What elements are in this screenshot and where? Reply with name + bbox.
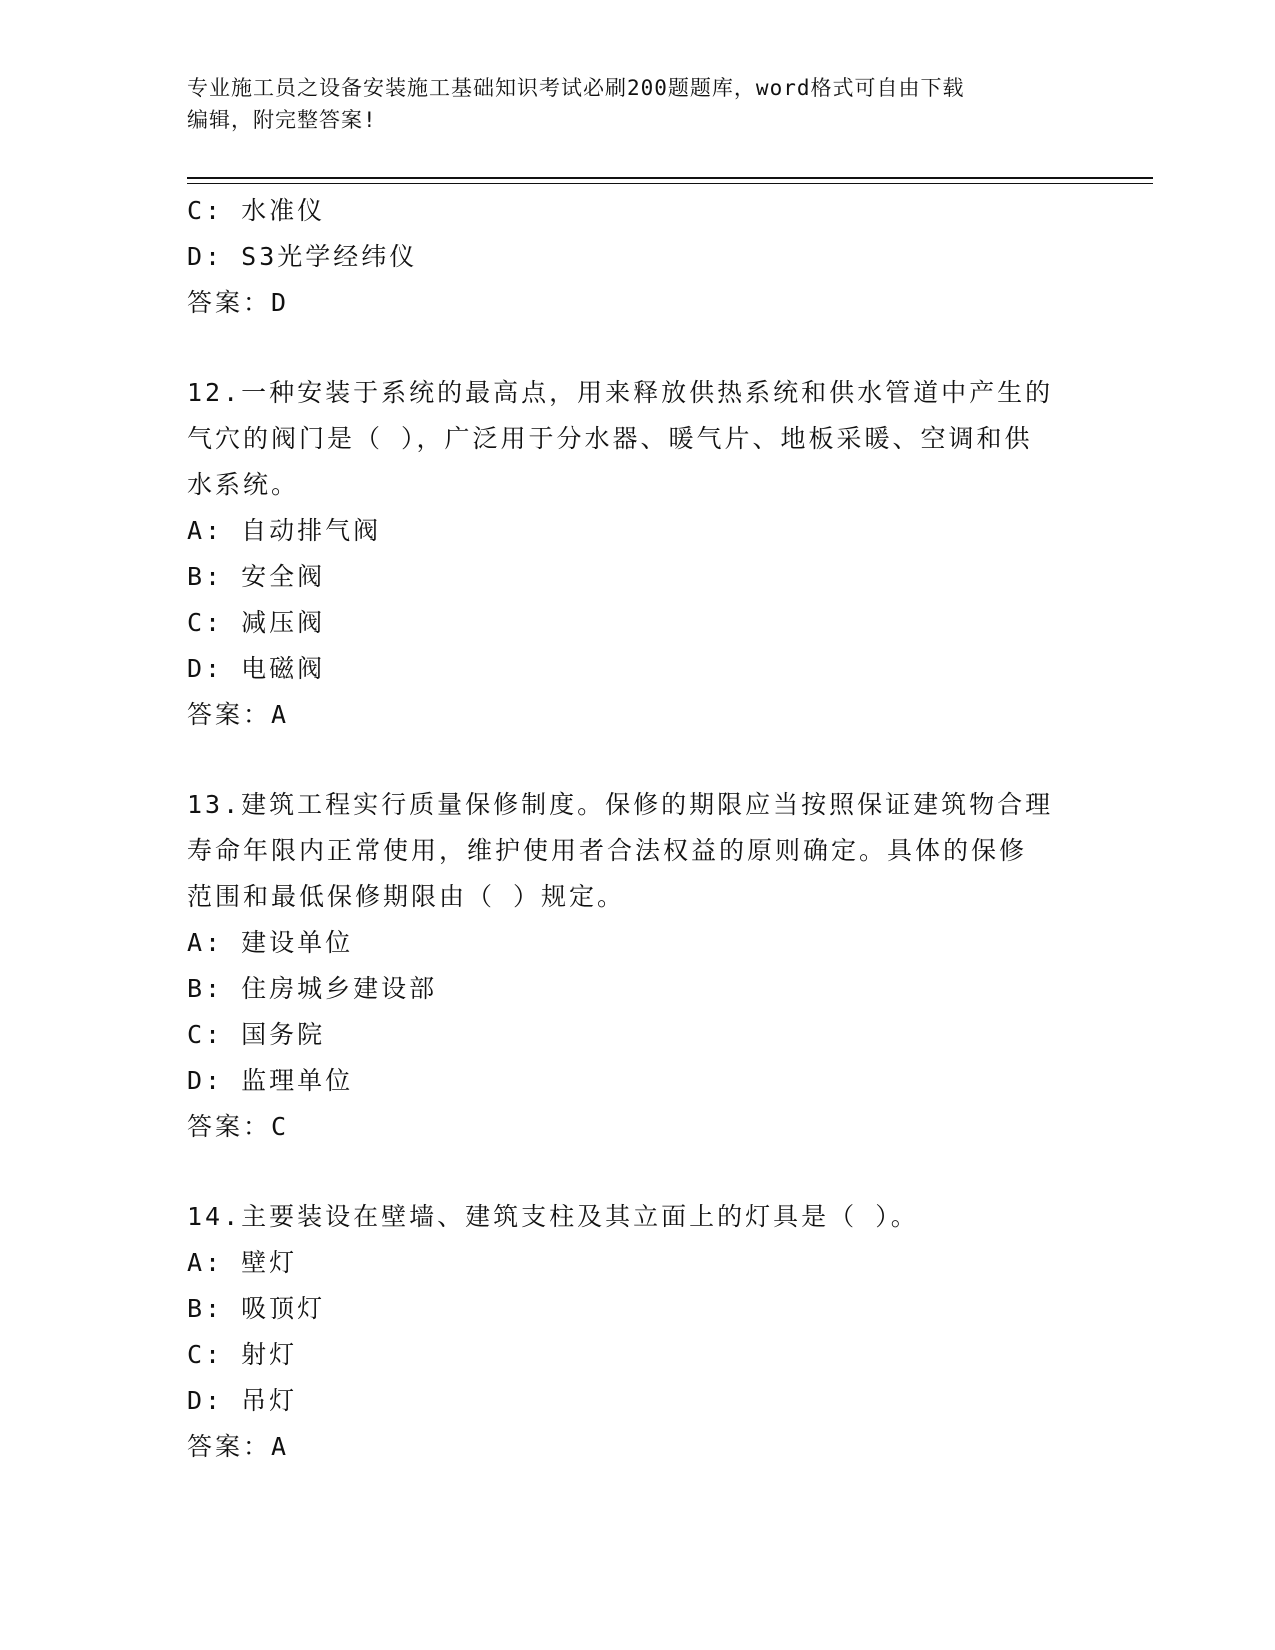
option-c: C: 水准仪 <box>187 196 326 225</box>
option-a: A: 壁灯 <box>187 1248 298 1277</box>
answer-line: 答案：C <box>187 1112 290 1141</box>
spacer <box>187 326 1087 370</box>
question-stem-line: 气穴的阀门是（ ），广泛用于分水器、暖气片、地板采暖、空调和供 <box>187 424 1033 453</box>
question-13 <box>187 782 1087 1150</box>
option-d: D: S3光学经纬仪 <box>187 242 418 271</box>
question-stem-line: 寿命年限内正常使用，维护使用者合法权益的原则确定。具体的保修 <box>187 836 1028 865</box>
option-a: A: 建设单位 <box>187 928 354 957</box>
question-12 <box>187 370 1087 738</box>
header-divider-thick <box>187 177 1153 179</box>
option-a: A: 自动排气阀 <box>187 516 382 545</box>
question-stem-line: 13.建筑工程实行质量保修制度。保修的期限应当按照保证建筑物合理 <box>187 790 1054 819</box>
page-header <box>187 72 1067 136</box>
spacer <box>187 738 1087 782</box>
option-c: C: 减压阀 <box>187 608 326 637</box>
question-stem-line: 范围和最低保修期限由（ ）规定。 <box>187 882 626 911</box>
answer-line: 答案：D <box>187 288 290 317</box>
question-stem-line: 水系统。 <box>187 470 300 499</box>
question-stem-line: 14.主要装设在壁墙、建筑支柱及其立面上的灯具是（ ）。 <box>187 1202 919 1231</box>
question-11-continued <box>187 188 1087 326</box>
option-d: D: 电磁阀 <box>187 654 326 683</box>
answer-line: 答案：A <box>187 1432 290 1461</box>
option-b: B: 吸顶灯 <box>187 1294 326 1323</box>
question-14 <box>187 1194 1087 1470</box>
header-title-line-2: 编辑，附完整答案! <box>187 108 377 132</box>
header-title-line-1: 专业施工员之设备安装施工基础知识考试必刷200题题库，word格式可自由下载 <box>187 76 965 100</box>
option-d: D: 吊灯 <box>187 1386 298 1415</box>
option-b: B: 安全阀 <box>187 562 326 591</box>
question-list <box>187 188 1087 1470</box>
header-divider-thin <box>187 183 1153 184</box>
answer-line: 答案：A <box>187 700 290 729</box>
option-c: C: 射灯 <box>187 1340 298 1369</box>
spacer <box>187 1150 1087 1194</box>
option-b: B: 住房城乡建设部 <box>187 974 438 1003</box>
option-c: C: 国务院 <box>187 1020 326 1049</box>
option-d: D: 监理单位 <box>187 1066 354 1095</box>
question-stem-line: 12.一种安装于系统的最高点，用来释放供热系统和供水管道中产生的 <box>187 378 1054 407</box>
